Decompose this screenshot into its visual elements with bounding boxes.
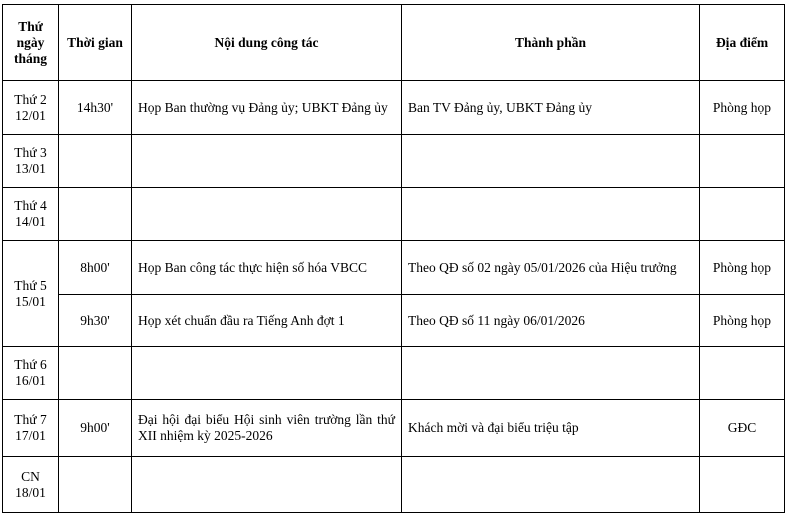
members-cell: Khách mời và đại biểu triệu tập [402, 400, 700, 457]
place-cell [700, 457, 785, 513]
date: 15/01 [15, 293, 46, 309]
members-cell [402, 347, 700, 400]
weekday: Thứ 6 [14, 357, 47, 372]
table-row [3, 241, 785, 295]
place-cell [700, 188, 785, 241]
time-cell [59, 457, 132, 513]
day-cell [3, 241, 59, 347]
header-day-line: ngày [16, 34, 45, 50]
place-cell: Phòng họp [700, 81, 785, 135]
members-cell: Theo QĐ số 02 ngày 05/01/2026 của Hiệu trưởng [402, 241, 700, 295]
header-day-line: Thứ [18, 18, 43, 34]
day-cell [3, 347, 59, 400]
time-cell: 14h30' [59, 81, 132, 135]
table-row [3, 81, 785, 135]
content-cell [132, 188, 402, 241]
content-cell: Họp xét chuẩn đầu ra Tiếng Anh đợt 1 [132, 295, 402, 347]
header-members: Thành phần [402, 5, 700, 81]
members-cell: Ban TV Đảng ủy, UBKT Đảng ủy [402, 81, 700, 135]
day-cell [3, 135, 59, 188]
members-cell: Theo QĐ số 11 ngày 06/01/2026 [402, 295, 700, 347]
header-day [3, 5, 59, 81]
table-row [3, 347, 785, 400]
header-place: Địa điểm [700, 5, 785, 81]
time-cell [59, 347, 132, 400]
day-cell [3, 81, 59, 135]
weekday: Thứ 2 [14, 91, 47, 107]
date: 12/01 [15, 107, 46, 123]
date: 16/01 [15, 373, 46, 388]
time-cell: 8h00' [59, 241, 132, 295]
date: 18/01 [15, 484, 46, 500]
place-cell: Phòng họp [700, 241, 785, 295]
content-cell [132, 347, 402, 400]
weekday: Thứ 7 [14, 412, 47, 427]
weekday: Thứ 4 [14, 198, 47, 213]
members-cell [402, 457, 700, 513]
header-day-line: tháng [13, 50, 47, 66]
day-cell [3, 400, 59, 457]
table-row [3, 188, 785, 241]
time-cell: 9h30' [59, 295, 132, 347]
place-cell [700, 135, 785, 188]
day-cell [3, 188, 59, 241]
content-cell: Họp Ban thường vụ Đảng ủy; UBKT Đảng ủy [132, 81, 402, 135]
date: 17/01 [15, 428, 46, 443]
weekday: Thứ 3 [14, 145, 47, 160]
place-cell: GĐC [700, 400, 785, 457]
place-cell [700, 347, 785, 400]
header-row [3, 5, 785, 81]
weekday: Thứ 5 [14, 277, 47, 293]
weekday: CN [21, 468, 40, 484]
table-row [3, 135, 785, 188]
time-cell [59, 188, 132, 241]
header-content: Nội dung công tác [132, 5, 402, 81]
day-cell [3, 457, 59, 513]
date: 14/01 [15, 214, 46, 229]
content-cell: Đại hội đại biểu Hội sinh viên trường lần thứ XII nhiệm kỳ 2025-2026 [132, 400, 402, 457]
time-cell [59, 135, 132, 188]
content-cell [132, 457, 402, 513]
date: 13/01 [15, 161, 46, 176]
header-time: Thời gian [59, 5, 132, 81]
members-cell [402, 188, 700, 241]
table-row [3, 295, 785, 347]
work-schedule-table [2, 4, 785, 513]
content-cell: Họp Ban công tác thực hiện số hóa VBCC [132, 241, 402, 295]
content-cell [132, 135, 402, 188]
members-cell [402, 135, 700, 188]
place-cell: Phòng họp [700, 295, 785, 347]
table-row [3, 457, 785, 513]
time-cell: 9h00' [59, 400, 132, 457]
table-row [3, 400, 785, 457]
